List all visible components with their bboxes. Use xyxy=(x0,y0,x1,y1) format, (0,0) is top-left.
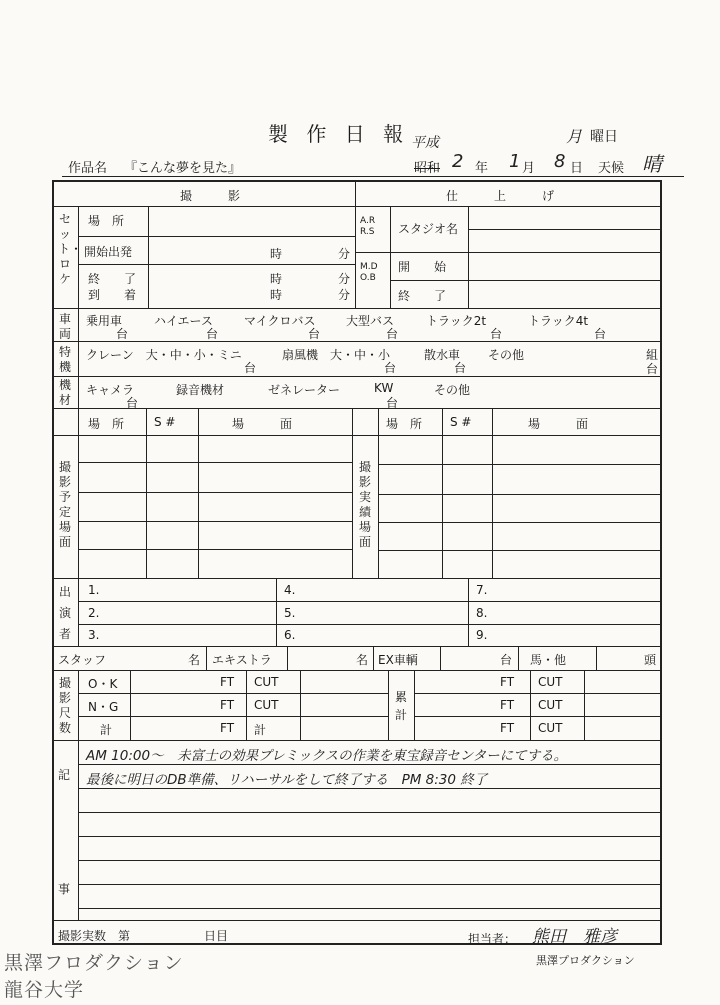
vehicle-hiace: ハイエース xyxy=(154,314,213,328)
place-label: 場 所 xyxy=(88,214,125,228)
form-frame xyxy=(52,180,662,945)
cast-label: 出演者 xyxy=(58,585,71,641)
era-printed: 昭和 xyxy=(414,161,441,176)
plan-scenes-label: 撮影予定場面 xyxy=(58,460,71,549)
cast-3: 3. xyxy=(88,628,100,642)
ft-cum-1: FT xyxy=(500,675,515,689)
vehicle-truck2t: トラック2t xyxy=(426,314,487,328)
footage-total: 計 xyxy=(100,723,113,737)
ft-cum-3: FT xyxy=(500,721,515,735)
dep-hour: 時 xyxy=(270,247,283,261)
weather-label: 天候 xyxy=(598,161,625,176)
staff-unit: 名 xyxy=(188,653,201,667)
shoot-days-label: 撮影実数 第 xyxy=(58,929,131,943)
unit: 台 xyxy=(384,361,397,375)
scene-col-place-2: 場 所 xyxy=(386,417,423,431)
weather-value: 晴 xyxy=(642,152,662,176)
year-unit: 年 xyxy=(475,161,489,176)
era-written: 平成 xyxy=(411,135,439,151)
vehicle-truck4t: トラック4t xyxy=(528,314,589,328)
cast-2: 2. xyxy=(88,606,100,620)
person-name: 熊田 雅彦 xyxy=(532,927,617,947)
cumulative-label: 累計 xyxy=(394,690,407,722)
equip-kw: KW xyxy=(374,381,394,395)
end-label: 終 了 xyxy=(88,272,137,286)
cast-6: 6. xyxy=(284,628,296,642)
cut-cum-1: CUT xyxy=(538,675,563,689)
set-location-label: セット・ロケ xyxy=(58,212,83,286)
special-crane: クレーン 大・中・小・ミニ xyxy=(86,348,242,362)
vehicle-microbus: マイクロバス xyxy=(244,314,316,328)
scene-col-s-2: S # xyxy=(450,415,472,429)
company-name: 黒澤プロダクション xyxy=(536,954,635,967)
equip-sound: 録音機材 xyxy=(176,383,225,397)
ft-1: FT xyxy=(220,675,235,689)
day-unit: 日 xyxy=(570,161,584,176)
cut-cum-2: CUT xyxy=(538,698,563,712)
unit: 台 xyxy=(386,327,399,341)
special-other: その他 xyxy=(488,348,525,362)
unit: 台 xyxy=(386,396,399,410)
scene-col-scene-2: 場 面 xyxy=(528,417,589,431)
scene-col-place: 場 所 xyxy=(88,417,125,431)
footage-label: 撮影尺数 xyxy=(58,676,71,735)
unit: 台 xyxy=(594,327,607,341)
year-value: 2 xyxy=(452,151,464,172)
section-shoot: 撮 影 xyxy=(179,189,240,203)
weekday-label: 曜日 xyxy=(590,129,618,145)
start-label: 開 始 xyxy=(398,260,447,274)
unit: 台 xyxy=(490,327,503,341)
watermark-line1: 黒澤フロダクション xyxy=(4,952,184,974)
cast-5: 5. xyxy=(284,606,296,620)
section-finish: 仕 上 げ xyxy=(445,189,554,203)
equip-other: その他 xyxy=(434,383,471,397)
work-title-label: 作品名 xyxy=(68,161,108,176)
ex-vehicles-unit: 台 xyxy=(500,653,513,667)
special-sprinkler: 散水車 xyxy=(424,348,461,362)
notes-label-bottom: 事 xyxy=(58,882,71,896)
month-unit: 月 xyxy=(522,161,536,176)
vehicle-car: 乗用車 xyxy=(86,314,123,328)
actual-scenes-label: 撮影実績場面 xyxy=(358,460,371,549)
footage-ok: O・K xyxy=(88,677,118,691)
header-underline xyxy=(62,176,684,177)
footage-ng: N・G xyxy=(88,700,119,714)
watermark-line2: 龍谷大学 xyxy=(4,979,85,1001)
arrival-label: 到 着 xyxy=(88,288,137,302)
day-value: 8 xyxy=(554,151,566,172)
special-fan: 扇風機 大・中・小 xyxy=(282,348,391,362)
report-title: 製 作 日 報 xyxy=(268,122,410,146)
note-line-2: 最後に明日のDB準備、リハーサルをして終了する PM 8:30 終了 xyxy=(86,772,488,788)
unit: 台 xyxy=(126,396,139,410)
md-ob-label: M.D O.B xyxy=(360,262,378,283)
ar-rs-label: A.R R.S xyxy=(360,216,376,237)
scene-col-scene: 場 面 xyxy=(232,417,293,431)
ft-2: FT xyxy=(220,698,235,712)
cast-4: 4. xyxy=(284,583,296,597)
note-line-1: AM 10:00〜 未富士の効果プレミックスの作業を東宝録音センターにてする。 xyxy=(86,748,568,764)
unit: 台 xyxy=(244,361,257,375)
cast-7: 7. xyxy=(476,583,488,597)
cut-total: 計 xyxy=(254,723,267,737)
person-label: 担当者： xyxy=(468,932,517,946)
cast-9: 9. xyxy=(476,628,488,642)
cast-1: 1. xyxy=(88,583,100,597)
unit: 組 xyxy=(646,348,659,362)
equip-generator: ゼネレーター xyxy=(268,383,341,397)
arr-hour: 時 xyxy=(270,288,283,302)
vehicle-bus: 大型バス xyxy=(346,314,395,328)
horses-label: 馬・他 xyxy=(530,653,567,667)
studio-label: スタジオ名 xyxy=(398,222,459,236)
weekday-value: 月 xyxy=(566,127,583,146)
unit: 台 xyxy=(116,327,129,341)
ft-3: FT xyxy=(220,721,235,735)
cut-cum-3: CUT xyxy=(538,721,563,735)
ft-cum-2: FT xyxy=(500,698,515,712)
end-min: 分 xyxy=(338,272,351,286)
cast-8: 8. xyxy=(476,606,488,620)
extras-unit: 名 xyxy=(356,653,369,667)
equip-camera: キャメラ xyxy=(86,383,135,397)
notes-label-top: 記 xyxy=(58,768,71,782)
shoot-days-unit: 日目 xyxy=(204,929,229,943)
horses-unit: 頭 xyxy=(644,653,657,667)
special-label: 特機 xyxy=(58,345,71,374)
extras-label: エキストラ xyxy=(212,653,272,667)
month-value: 1 xyxy=(509,151,521,172)
scene-col-s: S # xyxy=(154,415,176,429)
dep-min: 分 xyxy=(338,247,351,261)
vehicles-label: 車両 xyxy=(58,312,71,341)
staff-label: スタッフ xyxy=(58,653,107,667)
ex-vehicles-label: EX車輌 xyxy=(378,653,418,667)
unit: 台 xyxy=(454,361,467,375)
departure-label: 開始出発 xyxy=(84,245,133,259)
equipment-label: 機材 xyxy=(58,378,71,407)
unit: 台 xyxy=(308,327,321,341)
work-title: 『こんな夢を見た』 xyxy=(124,161,242,176)
section-divider xyxy=(355,180,356,308)
unit: 台 xyxy=(206,327,219,341)
finish-label: 終 了 xyxy=(398,289,447,303)
cut-1: CUT xyxy=(254,675,279,689)
arr-min: 分 xyxy=(338,288,351,302)
end-hour: 時 xyxy=(270,272,283,286)
cut-2: CUT xyxy=(254,698,279,712)
unit: 台 xyxy=(646,362,659,376)
